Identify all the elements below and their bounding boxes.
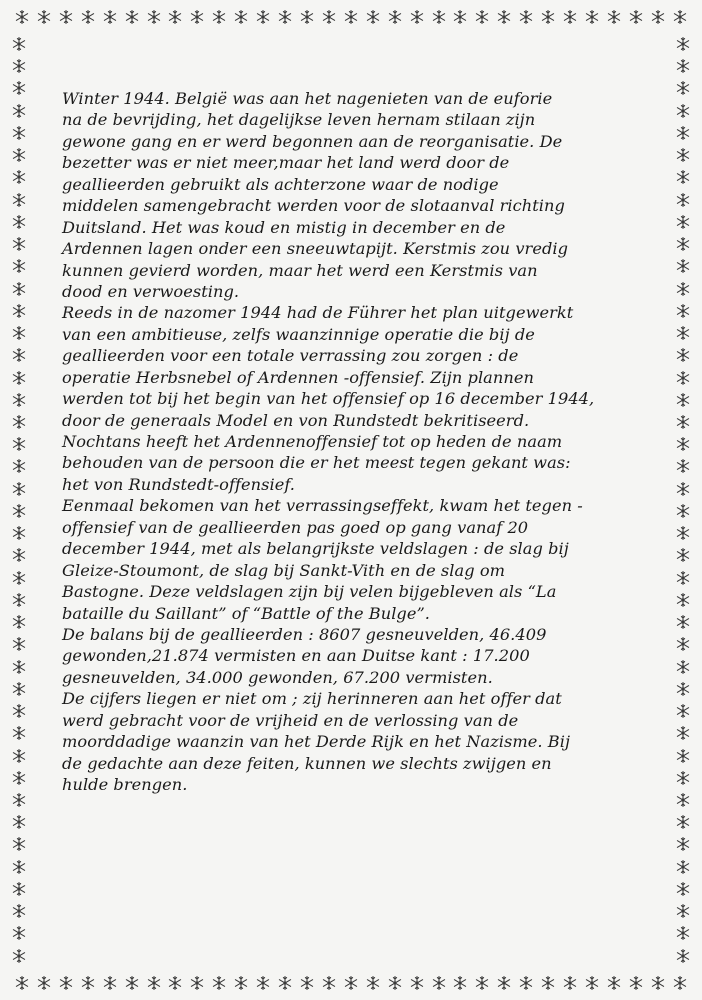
snowflake-icon [675,103,691,119]
text-line: na de bevrijding, het dagelijkse leven hernam stilaan zijn [62,110,536,130]
snowflake-icon [102,9,118,25]
text-line: bataille du Saillant” of “Battle of the Bulge”. [62,603,430,623]
snowflake-icon [675,236,691,252]
snowflake-icon [233,975,249,991]
snowflake-icon [189,9,205,25]
snowflake-icon [672,975,688,991]
snowflake-icon [518,9,534,25]
snowflake-icon [11,370,27,386]
snowflake-icon [675,614,691,630]
snowflake-icon [11,325,27,341]
snowflake-icon [387,975,403,991]
snowflake-icon [11,814,27,830]
text-line: van een ambitieuse, zelfs waanzinnige operatie die bij de [62,324,535,344]
snowflake-icon [675,125,691,141]
snowflake-icon [675,80,691,96]
snowflake-icon [675,836,691,852]
snowflake-icon [431,9,447,25]
snowflake-icon [189,975,205,991]
snowflake-icon [11,392,27,408]
snowflake-icon [167,975,183,991]
snowflake-icon [675,814,691,830]
text-line: de gedachte aan deze feiten, kunnen we slechts zwijgen en [62,753,552,773]
snowflake-icon [675,303,691,319]
snowflake-icon [11,303,27,319]
border-top [14,6,688,28]
snowflake-icon [496,9,512,25]
snowflake-icon [675,948,691,964]
snowflake-icon [11,103,27,119]
snowflake-icon [675,703,691,719]
snowflake-icon [675,392,691,408]
snowflake-icon [675,481,691,497]
snowflake-icon [11,414,27,430]
text-line: door de generaals Model en von Rundstedt bekritiseerd. [62,410,530,430]
snowflake-icon [233,9,249,25]
snowflake-icon [11,859,27,875]
snowflake-icon [255,975,271,991]
snowflake-icon [675,881,691,897]
snowflake-icon [11,147,27,163]
text-line: Gleize-Stoumont, de slag bij Sankt-Vith en de slag om [62,560,506,580]
snowflake-icon [11,547,27,563]
snowflake-icon [496,975,512,991]
snowflake-icon [167,9,183,25]
snowflake-icon [255,9,271,25]
snowflake-icon [675,192,691,208]
snowflake-icon [650,9,666,25]
snowflake-icon [628,975,644,991]
snowflake-icon [11,681,27,697]
snowflake-icon [452,975,468,991]
snowflake-icon [11,881,27,897]
snowflake-icon [11,436,27,452]
snowflake-icon [11,80,27,96]
snowflake-icon [452,9,468,25]
snowflake-icon [675,347,691,363]
snowflake-icon [11,458,27,474]
snowflake-icon [606,975,622,991]
snowflake-icon [11,592,27,608]
snowflake-icon [11,192,27,208]
text-line: december 1944, met als belangrijkste veldslagen : de slag bij [62,539,569,559]
snowflake-icon [343,9,359,25]
snowflake-icon [431,975,447,991]
snowflake-icon [102,975,118,991]
snowflake-icon [365,9,381,25]
text-line: geallieerden voor een totale verrassing zou zorgen : de [62,346,519,366]
snowflake-icon [124,9,140,25]
text-line: middelen samengebracht werden voor de slotaanval richting [62,196,565,216]
snowflake-icon [409,975,425,991]
text-line: Winter 1944. België was aan het nagenieten van de euforie [62,89,553,108]
text-line: gewonden,21.874 vermisten en aan Duitse kant : 17.200 [62,646,530,666]
text-line: Eenmaal bekomen van het verrassingseffekt, kwam het tegen - [62,496,583,516]
snowflake-icon [11,570,27,586]
text-line: gesneuvelden, 34.000 gewonden, 67.200 vermisten. [62,667,493,687]
snowflake-icon [124,975,140,991]
snowflake-icon [11,659,27,675]
text-line: Reeds in de nazomer 1944 had de Führer het plan uitgewerkt [62,303,574,323]
snowflake-icon [606,9,622,25]
text-line: kunnen gevierd worden, maar het werd een Kerstmis van [62,260,538,280]
text-line: geallieerden gebruikt als achterzone waar de nodige [62,174,499,194]
snowflake-icon [650,975,666,991]
snowflake-icon [584,9,600,25]
snowflake-icon [58,975,74,991]
snowflake-icon [540,9,556,25]
text-line: bezetter was er niet meer,maar het land werd door de [62,153,510,173]
text-line: Bastogne. Deze veldslagen zijn bij velen bijgebleven als “La [62,582,557,602]
text-line: werden tot bij het begin van het offensief op 16 december 1944, [62,389,595,409]
snowflake-icon [675,325,691,341]
snowflake-icon [11,725,27,741]
text-line: dood en verwoesting. [62,281,240,301]
text-line: De cijfers liegen er niet om ; zij herinneren aan het offer dat [62,689,562,709]
snowflake-icon [14,9,30,25]
snowflake-icon [474,975,490,991]
snowflake-icon [80,975,96,991]
snowflake-icon [11,125,27,141]
snowflake-icon [11,925,27,941]
text-line: behouden van de persoon die er het meest tegen gekant was: [62,453,571,473]
text-line: het von Rundstedt-offensief. [62,474,296,494]
snowflake-icon [675,792,691,808]
text-line: Nochtans heeft het Ardennenoffensief tot op heden de naam [62,432,563,451]
snowflake-icon [387,9,403,25]
text-line: werd gebracht voor de vrijheid en de verlossing van de [62,710,519,730]
text-line: gewone gang en er werd begonnen aan de reorganisatie. De [62,131,563,151]
snowflake-icon [146,9,162,25]
snowflake-icon [562,9,578,25]
snowflake-icon [11,792,27,808]
snowflake-icon [11,614,27,630]
snowflake-icon [277,9,293,25]
snowflake-icon [675,281,691,297]
snowflake-icon [11,836,27,852]
snowflake-icon [11,525,27,541]
text-line: Duitsland. Het was koud en mistig in december en de [62,217,506,237]
snowflake-icon [365,975,381,991]
snowflake-icon [675,436,691,452]
snowflake-icon [11,169,27,185]
snowflake-icon [14,975,30,991]
snowflake-icon [675,525,691,541]
text-line: offensief van de geallieerden pas goed op gang vanaf 20 [62,517,529,537]
snowflake-icon [11,36,27,52]
snowflake-icon [11,770,27,786]
border-right [672,36,694,964]
snowflake-icon [562,975,578,991]
snowflake-icon [675,214,691,230]
snowflake-icon [675,770,691,786]
snowflake-icon [584,975,600,991]
snowflake-icon [11,281,27,297]
snowflake-icon [321,975,337,991]
snowflake-icon [11,481,27,497]
snowflake-icon [11,347,27,363]
text-line: operatie Herbsnebel of Ardennen -offensief. Zijn plannen [62,367,534,387]
text-line: De balans bij de geallieerden : 8607 gesneuvelden, 46.409 [62,624,547,644]
snowflake-icon [11,236,27,252]
snowflake-icon [11,703,27,719]
snowflake-icon [299,9,315,25]
snowflake-icon [675,592,691,608]
snowflake-icon [675,859,691,875]
snowflake-icon [675,414,691,430]
snowflake-icon [11,636,27,652]
snowflake-icon [409,9,425,25]
snowflake-icon [211,9,227,25]
snowflake-icon [11,748,27,764]
snowflake-icon [11,258,27,274]
snowflake-icon [675,147,691,163]
snowflake-icon [474,9,490,25]
snowflake-icon [80,9,96,25]
snowflake-icon [299,975,315,991]
snowflake-icon [672,9,688,25]
snowflake-icon [11,948,27,964]
border-bottom [14,972,688,994]
text-line: hulde brengen. [62,775,188,794]
snowflake-icon [343,975,359,991]
snowflake-icon [675,458,691,474]
snowflake-icon [540,975,556,991]
snowflake-icon [58,9,74,25]
snowflake-icon [11,58,27,74]
snowflake-icon [675,36,691,52]
snowflake-icon [11,903,27,919]
snowflake-icon [675,58,691,74]
snowflake-icon [36,975,52,991]
snowflake-icon [675,903,691,919]
snowflake-icon [277,975,293,991]
snowflake-icon [675,169,691,185]
snowflake-icon [321,9,337,25]
text-line: moorddadige waanzin van het Derde Rijk en het Nazisme. Bij [62,732,571,752]
border-left [8,36,30,964]
snowflake-icon [675,370,691,386]
snowflake-icon [628,9,644,25]
snowflake-icon [675,503,691,519]
snowflake-icon [146,975,162,991]
snowflake-icon [675,748,691,764]
snowflake-icon [518,975,534,991]
text-line: Ardennen lagen onder een sneeuwtapijt. Kerstmis zou vredig [62,239,568,259]
body-text [62,88,662,795]
snowflake-icon [675,725,691,741]
snowflake-icon [675,258,691,274]
snowflake-icon [675,570,691,586]
snowflake-icon [675,925,691,941]
snowflake-icon [675,547,691,563]
snowflake-icon [11,503,27,519]
snowflake-icon [675,681,691,697]
snowflake-icon [675,636,691,652]
snowflake-icon [11,214,27,230]
snowflake-icon [36,9,52,25]
snowflake-icon [675,659,691,675]
snowflake-icon [211,975,227,991]
